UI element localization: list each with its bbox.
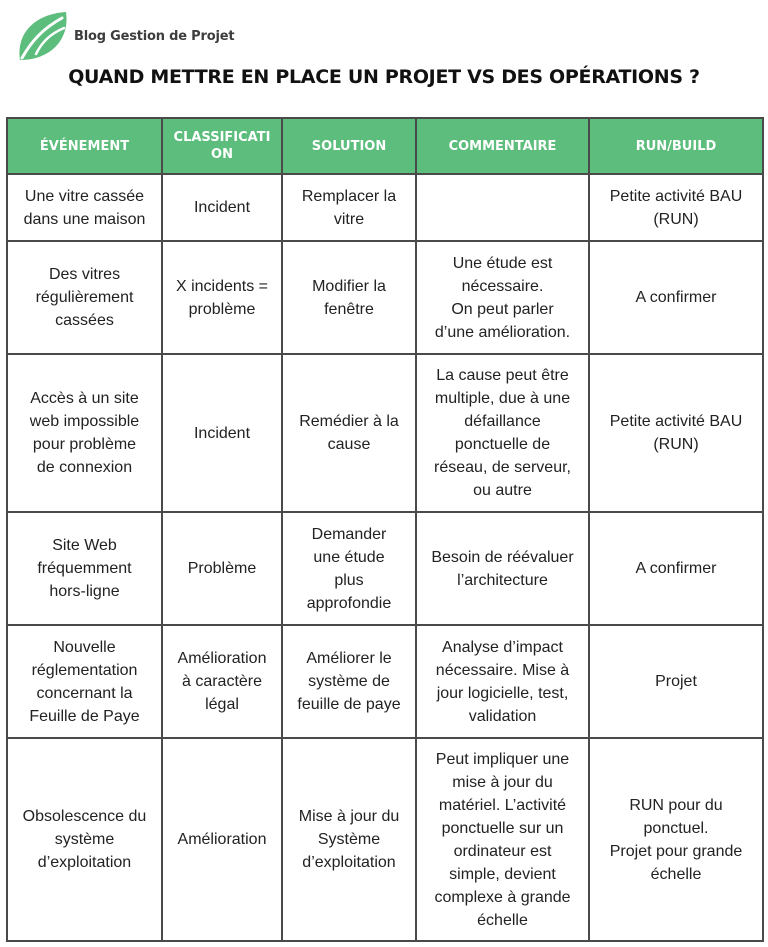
- table-row: [7, 625, 763, 738]
- comparison-table: [6, 117, 764, 942]
- cell-classification: Amélioration à caractère légal: [162, 625, 282, 738]
- cell-classification: X incidents = problème: [162, 241, 282, 354]
- page-title: QUAND METTRE EN PLACE UN PROJET VS DES OPÉRATIONS ?: [68, 66, 700, 88]
- cell-classification: Incident: [162, 354, 282, 512]
- cell-commentaire: Peut impliquer une mise à jour du matériel. L’activité ponctuelle sur un ordinateur est simple, devient complexe à grande échelle: [416, 738, 589, 941]
- cell-commentaire: Analyse d’impact nécessaire. Mise à jour logicielle, test, validation: [416, 625, 589, 738]
- cell-commentaire: La cause peut être multiple, due à une défaillance ponctuelle de réseau, de serveur, ou autre: [416, 354, 589, 512]
- header-run-build: RUN/BUILD: [589, 118, 763, 174]
- cell-solution: Modifier la fenêtre: [282, 241, 416, 354]
- cell-classification: Problème: [162, 512, 282, 625]
- header-solution: SOLUTION: [282, 118, 416, 174]
- cell-evenement: Site Web fréquemment hors-ligne: [7, 512, 162, 625]
- cell-run-build: A confirmer: [589, 512, 763, 625]
- cell-evenement: Une vitre cassée dans une maison: [7, 174, 162, 241]
- cell-run-build: Petite activité BAU (RUN): [589, 174, 763, 241]
- header-commentaire: COMMENTAIRE: [416, 118, 589, 174]
- leaf-logo-icon: [14, 10, 72, 62]
- cell-classification: Incident: [162, 174, 282, 241]
- cell-commentaire: [416, 174, 589, 241]
- brand-name: Blog Gestion de Projet: [74, 28, 235, 44]
- table-header-row: [7, 118, 763, 174]
- header-classification: CLASSIFICATION: [162, 118, 282, 174]
- cell-solution: Demander une étude plus approfondie: [282, 512, 416, 625]
- cell-evenement: Nouvelle réglementation concernant la Feuille de Paye: [7, 625, 162, 738]
- cell-solution: Remédier à la cause: [282, 354, 416, 512]
- cell-run-build: A confirmer: [589, 241, 763, 354]
- header-evenement: ÉVÉNEMENT: [7, 118, 162, 174]
- cell-evenement: Obsolescence du système d’exploitation: [7, 738, 162, 941]
- table-row: [7, 174, 763, 241]
- table-row: [7, 512, 763, 625]
- cell-solution: Améliorer le système de feuille de paye: [282, 625, 416, 738]
- cell-run-build: RUN pour du ponctuel. Projet pour grande échelle: [589, 738, 763, 941]
- cell-commentaire: Besoin de réévaluer l’architecture: [416, 512, 589, 625]
- cell-solution: Mise à jour du Système d’exploitation: [282, 738, 416, 941]
- cell-solution: Remplacer la vitre: [282, 174, 416, 241]
- table-row: [7, 241, 763, 354]
- cell-classification: Amélioration: [162, 738, 282, 941]
- cell-evenement: Des vitres régulièrement cassées: [7, 241, 162, 354]
- brand: [14, 10, 234, 62]
- cell-run-build: Petite activité BAU (RUN): [589, 354, 763, 512]
- cell-commentaire: Une étude est nécessaire. On peut parler d’une amélioration.: [416, 241, 589, 354]
- table-row: [7, 738, 763, 941]
- cell-evenement: Accès à un site web impossible pour problème de connexion: [7, 354, 162, 512]
- table-row: [7, 354, 763, 512]
- cell-run-build: Projet: [589, 625, 763, 738]
